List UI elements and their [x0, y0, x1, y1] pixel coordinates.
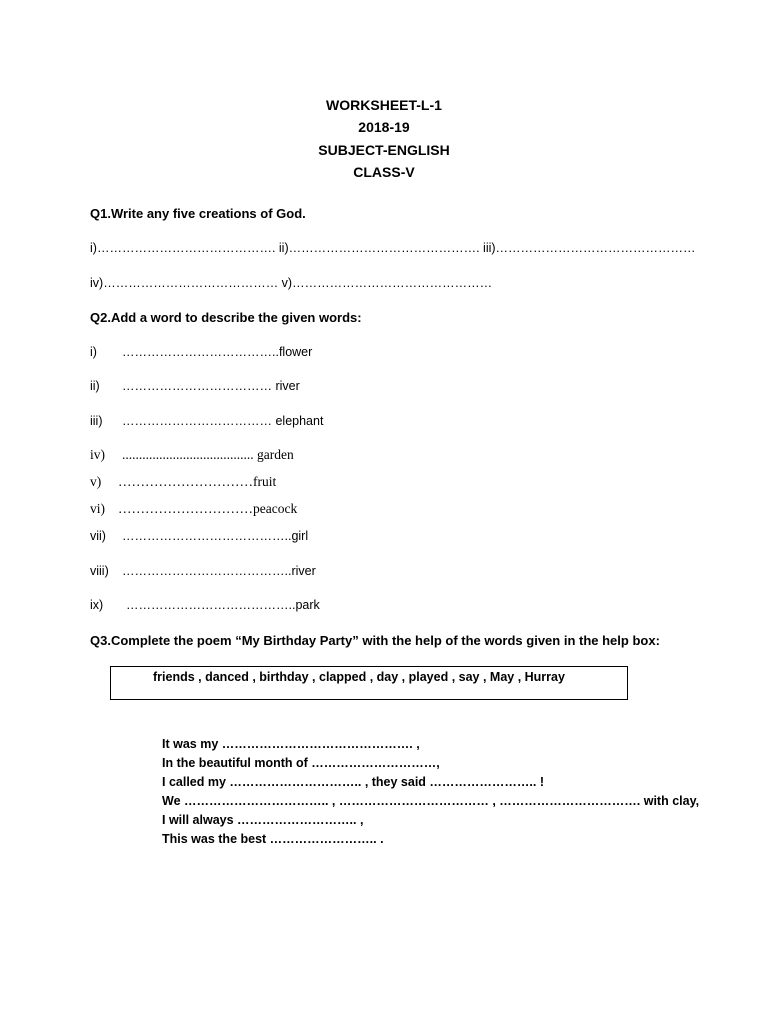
question-1-title: Q1.Write any five creations of God.	[90, 206, 306, 221]
question-1-row-2: iv)…………………………………… v)…………………………………………	[90, 276, 493, 290]
poem-line: In the beautiful month of …………………………,	[162, 756, 440, 770]
question-2-item-blank: …………………………peacock	[118, 501, 298, 516]
poem-line: I called my ………………………….. , they said …………………….. !	[162, 775, 545, 789]
poem-line: It was my ………………………………………. ,	[162, 737, 420, 751]
question-2-item-number: vi)	[90, 501, 105, 516]
help-box-words: friends , danced , birthday , clapped , day , played , say , May , Hurray	[153, 670, 565, 684]
worksheet-year: 2018-19	[358, 119, 410, 135]
question-2-item-blank: ....................................... garden	[122, 447, 294, 462]
question-2-item-number: i)	[90, 345, 97, 359]
question-2-item-blank: …………………………………..river	[122, 564, 316, 578]
question-2-item-blank: …………………………………..girl	[122, 529, 309, 543]
help-box	[110, 666, 628, 700]
question-1-row-1: i)……………………………………. ii)………………………………………. iii)…………………………………………	[90, 241, 696, 255]
question-2-title: Q2.Add a word to describe the given words:	[90, 310, 362, 325]
worksheet-title: WORKSHEET-L-1	[326, 97, 442, 113]
question-2-item-number: v)	[90, 474, 102, 489]
poem-line: This was the best …………………….. .	[162, 832, 384, 846]
poem-line: I will always ……………………….. ,	[162, 813, 364, 827]
question-2-item-blank: ……………………………… river	[122, 379, 300, 393]
worksheet-class: CLASS-V	[353, 164, 415, 180]
question-2-item-number: ix)	[90, 598, 104, 612]
question-3-title: Q3.Complete the poem “My Birthday Party” with the help of the words given in the help box:	[90, 633, 660, 648]
question-2-item-blank: ……………………………… elephant	[122, 414, 324, 428]
poem-line: We …………………………….. , ……………………………… , ……………………………. with clay,	[162, 794, 700, 808]
question-2-item-blank: …………………………fruit	[118, 474, 277, 489]
worksheet-subject: SUBJECT-ENGLISH	[318, 142, 450, 158]
question-2-item-blank: ………………………………..flower	[122, 345, 313, 359]
question-2-item-number: ii)	[90, 379, 100, 393]
question-2-item-number: iv)	[90, 447, 105, 462]
question-2-item-number: viii)	[90, 564, 109, 578]
question-2-item-number: iii)	[90, 414, 103, 428]
question-2-item-blank: …………………………………..park	[126, 598, 320, 612]
question-2-item-number: vii)	[90, 529, 106, 543]
